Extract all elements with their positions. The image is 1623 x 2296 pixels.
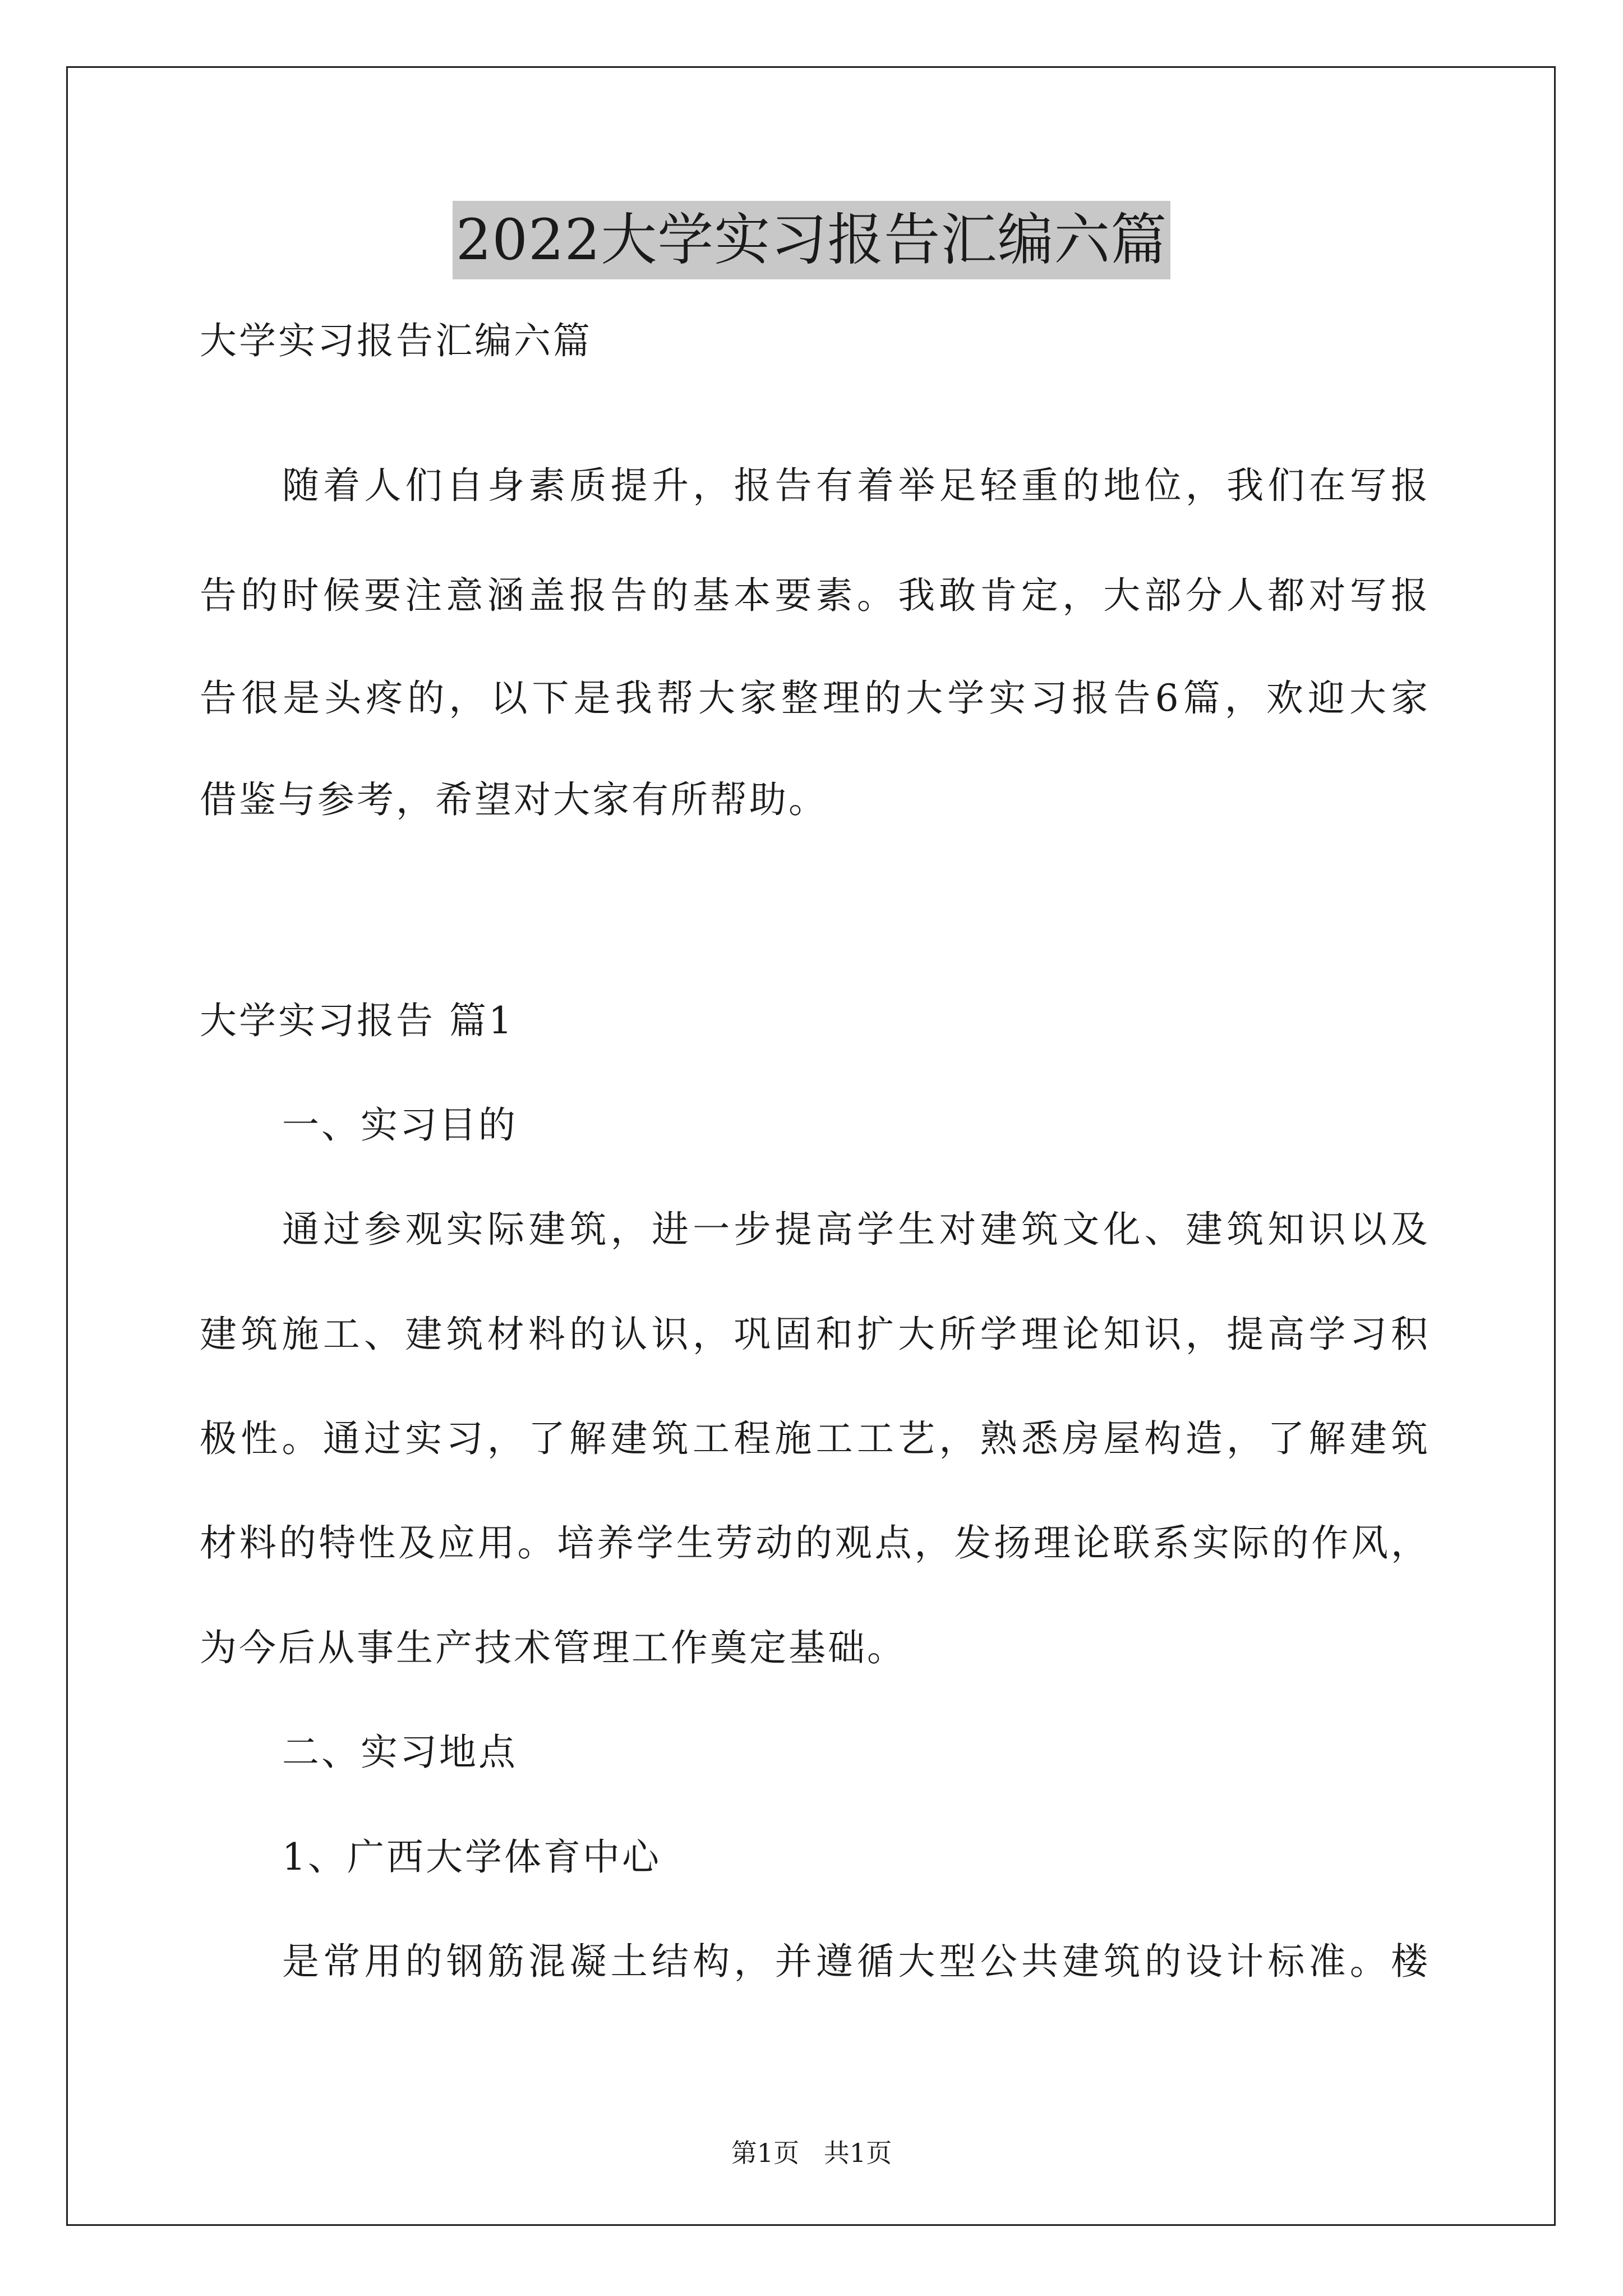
intro-line-4: 借鉴与参考，希望对大家有所帮助。 [200,778,828,821]
location-item-1: 1、广西大学体育中心 [282,1835,661,1879]
intro-line-3: 告很是头疼的，以下是我帮大家整理的大学实习报告6篇，欢迎大家 [200,677,1428,720]
title-container [0,201,1623,279]
purpose-line-5: 为今后从事生产技术管理工作奠定基础。 [200,1626,906,1669]
purpose-line-3: 极性。通过实习，了解建筑工程施工工艺，熟悉房屋构造，了解建筑 [200,1417,1428,1460]
section-heading-1: 大学实习报告 篇1 [200,999,514,1042]
subtitle-line: 大学实习报告汇编六篇 [200,319,592,362]
purpose-line-4: 材料的特性及应用。培养学生劳动的观点，发扬理论联系实际的作风， [200,1521,1428,1565]
page-footer: 第1页 共1页 [731,2138,892,2168]
purpose-line-2: 建筑施工、建筑材料的认识，巩固和扩大所学理论知识，提高学习积 [200,1313,1428,1356]
subheading-location: 二、实习地点 [282,1731,518,1774]
document-title: 2022大学实习报告汇编六篇 [453,201,1171,279]
purpose-line-1: 通过参观实际建筑，进一步提高学生对建筑文化、建筑知识以及 [282,1208,1428,1251]
intro-line-2: 告的时候要注意涵盖报告的基本要素。我敢肯定，大部分人都对写报 [200,574,1428,617]
location-line-1: 是常用的钢筋混凝土结构，并遵循大型公共建筑的设计标准。楼 [282,1940,1428,1983]
subheading-purpose: 一、实习目的 [282,1103,518,1147]
intro-line-1: 随着人们自身素质提升，报告有着举足轻重的地位，我们在写报 [282,464,1428,507]
